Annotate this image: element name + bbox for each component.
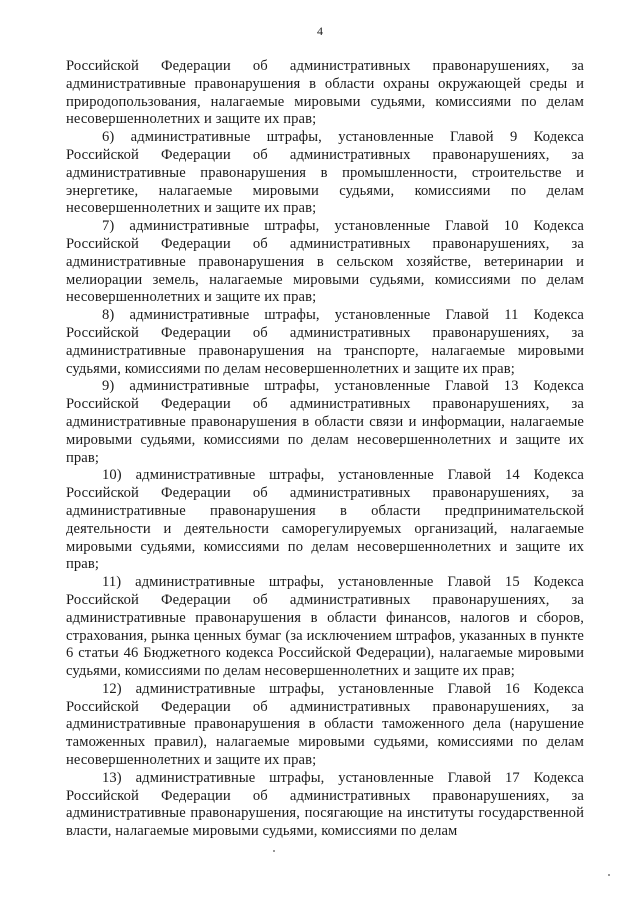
paragraph-item-9: 9) административные штрафы, установленные Главой 13 Кодекса Российской Федерации об административных правонарушениях, за административные правонарушения в области связи и информации, налагаемые мировыми судьями, комиссиями по делам несовершеннолетних и защите их прав; bbox=[66, 378, 584, 466]
paragraph-continuation: Российской Федерации об административных правонарушениях, за административные правонарушения в области охраны окружающей среды и природопользования, налагаемые мировыми судьями, комиссиями по делам несовершеннолетних и защите их прав; bbox=[66, 58, 584, 128]
page-number: 4 bbox=[317, 24, 323, 38]
paragraph-item-12: 12) административные штрафы, установленные Главой 16 Кодекса Российской Федерации об административных правонарушениях, за административные правонарушения в области таможенного дела (нарушение таможенных правил), налагаемые мировыми судьями, комиссиями по делам несовершеннолетних и защите их прав; bbox=[66, 680, 584, 769]
scan-speck bbox=[608, 874, 610, 876]
paragraph-item-8: 8) административные штрафы, установленные Главой 11 Кодекса Российской Федерации об административных правонарушениях, за административные правонарушения на транспорте, налагаемые мировыми судьями, комиссиями по делам несовершеннолетних и защите их прав; bbox=[66, 307, 584, 377]
paragraph-item-7: 7) административные штрафы, установленные Главой 10 Кодекса Российской Федерации об административных правонарушениях, за административные правонарушения в сельском хозяйстве, ветеринарии и мелиорации земель, налагаемые мировыми судьями, комиссиями по делам несовершеннолетних и защите их прав; bbox=[66, 218, 584, 306]
scan-speck bbox=[273, 850, 275, 852]
document-body bbox=[66, 58, 584, 841]
paragraph-item-10: 10) административные штрафы, установленные Главой 14 Кодекса Российской Федерации об административных правонарушениях, за административные правонарушения в области предпринимательской деятельности и деятельности саморегулируемых организаций, налагаемые мировыми судьями, комиссиями по делам несовершеннолетних и защите их прав; bbox=[66, 467, 584, 573]
paragraph-item-6: 6) административные штрафы, установленные Главой 9 Кодекса Российской Федерации об административных правонарушениях, за административные правонарушения в промышленности, строительстве и энергетике, налагаемые мировыми судьями, комиссиями по делам несовершеннолетних и защите их прав; bbox=[66, 129, 584, 217]
paragraph-item-13: 13) административные штрафы, установленные Главой 17 Кодекса Российской Федерации об административных правонарушениях, за административные правонарушения, посягающие на институты государственной власти, налагаемые мировыми судьями, комиссиями по делам bbox=[66, 769, 584, 840]
paragraph-item-11: 11) административные штрафы, установленные Главой 15 Кодекса Российской Федерации об административных правонарушениях, за административные правонарушения в области финансов, налогов и сборов, страхования, рынка ценных бумаг (за исключением штрафов, указанных в пункте 6 статьи 46 Бюджетного кодекса Российской Федерации), налагаемые мировыми судьями, комиссиями по делам несовершеннолетних и защите их прав; bbox=[66, 574, 584, 680]
